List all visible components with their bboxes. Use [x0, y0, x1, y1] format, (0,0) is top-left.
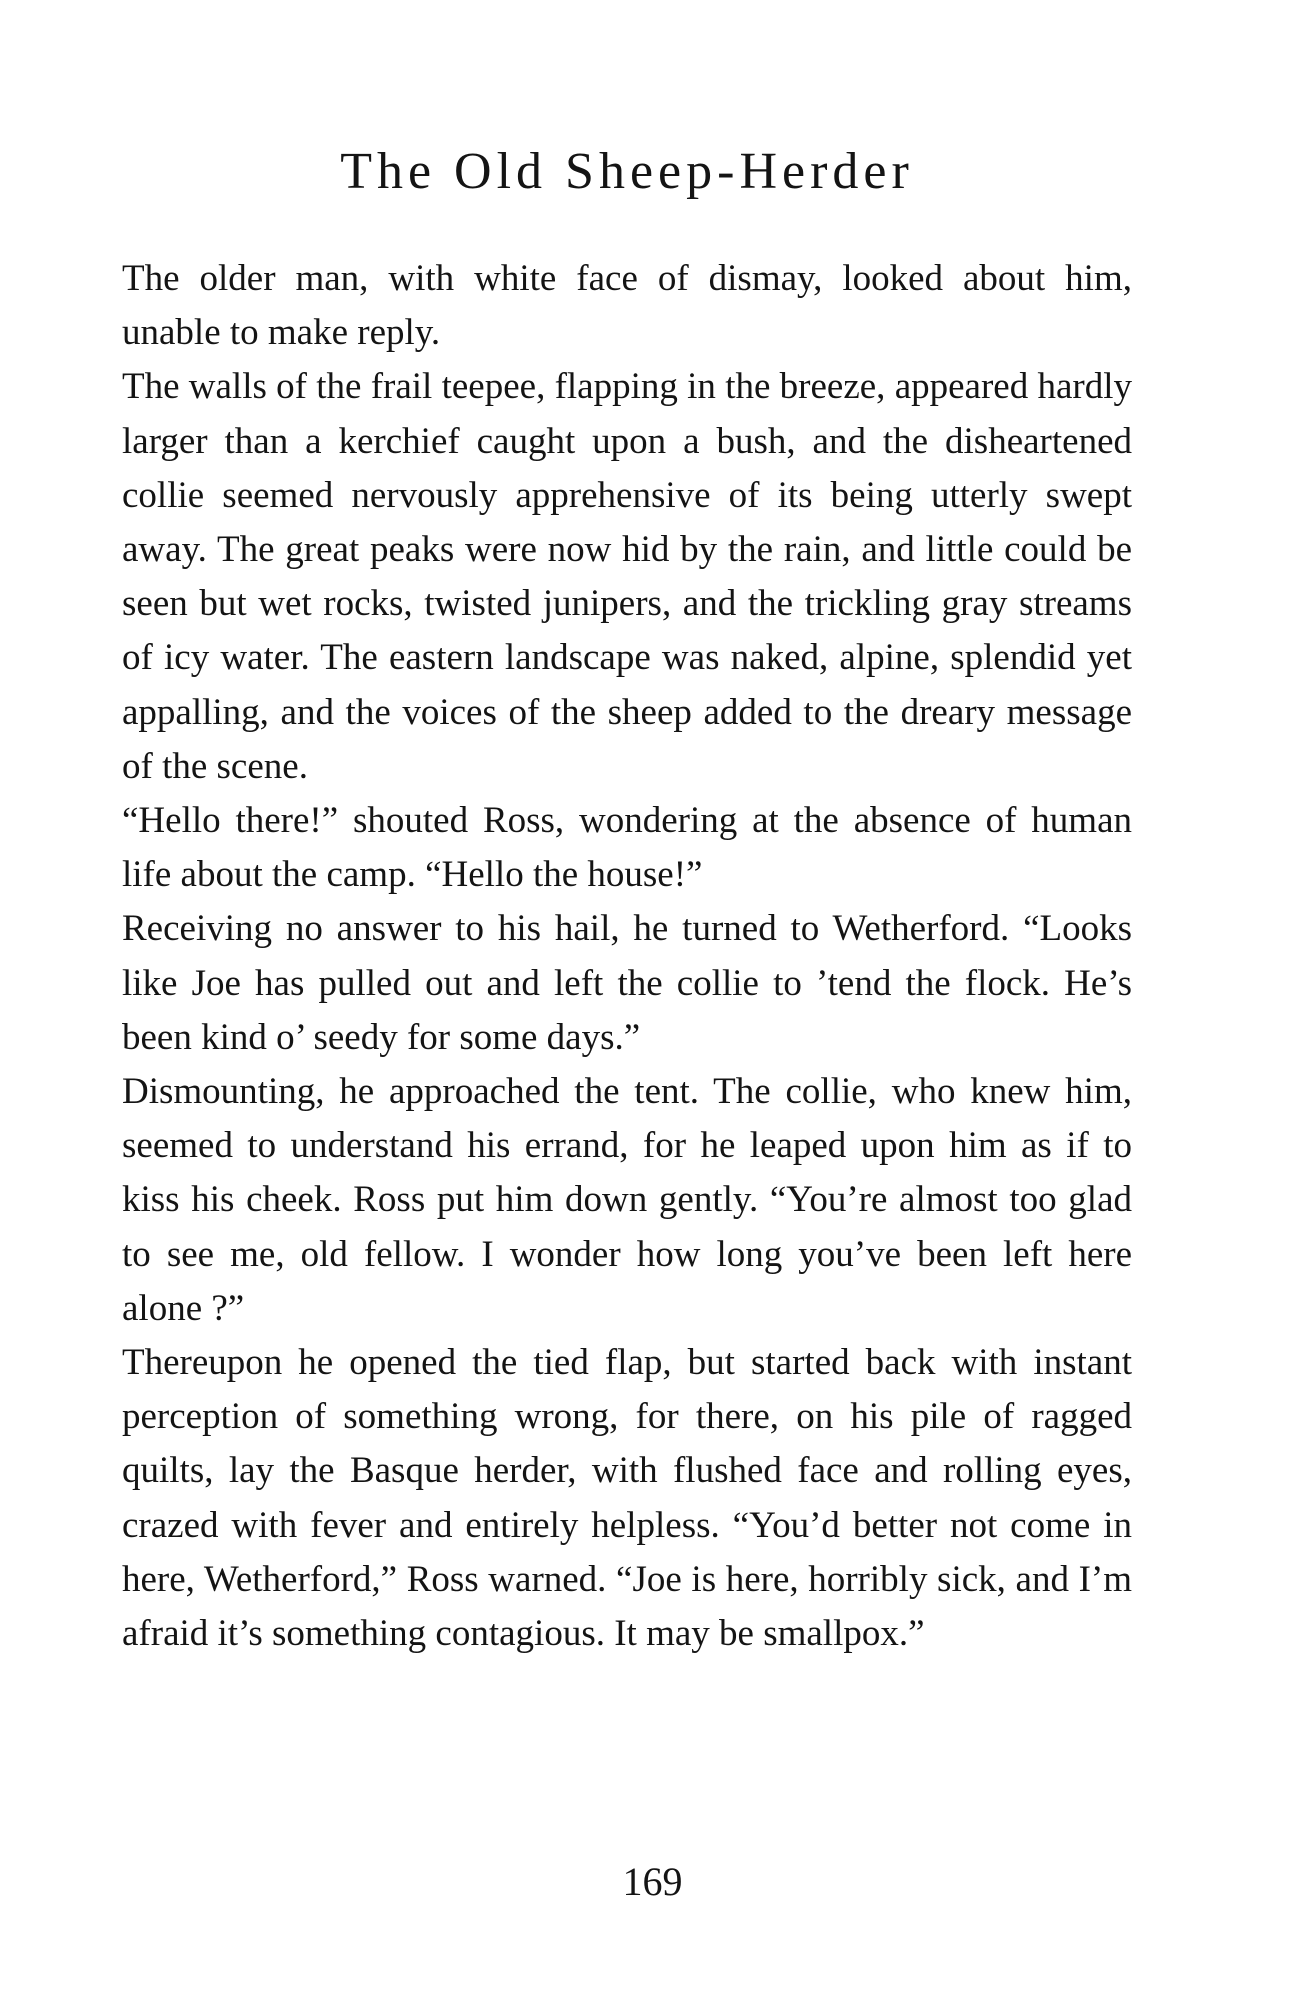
paragraph: Thereupon he opened the tied flap, but started back with instant perception of something wrong, for there, on his pile of ragged quilts, lay the Basque herder, with flushed face and rolling eyes, crazed with fever and entirely helpless. “You’d better not come in here, Wetherford,” Ross warned. “Joe is here, horribly sick, and I’m afraid it’s something contagious. It may be smallpox.” — [122, 1342, 1132, 1655]
paragraph: “Hello there!” shouted Ross, wondering at the absence of human life about the camp. “Hello the house!” — [122, 800, 1132, 896]
paragraph: Dismounting, he approached the tent. The collie, who knew him, seemed to understand his errand, for he leaped upon him as if to kiss his cheek. Ross put him down gently. “You’re almost too glad to see me, old fellow. I wonder how long you’ve been left here alone ?” — [122, 1071, 1132, 1329]
body-text — [122, 252, 1132, 1661]
running-head: The Old Sheep-Herder — [340, 143, 914, 200]
paragraph: Receiving no answer to his hail, he turned to Wetherford. “Looks like Joe has pulled out and left the collie to ’tend the flock. He’s been kind o’ seedy for some days.” — [122, 908, 1132, 1058]
page-number: 169 — [622, 1859, 683, 1904]
paragraph: The older man, with white face of dismay, looked about him, unable to make reply. — [122, 258, 1132, 354]
paragraph: The walls of the frail teepee, flapping in the breeze, appeared hardly larger than a kerchief caught upon a bush, and the disheartened collie seemed nervously apprehensive of its being utterly swept away. The great peaks were now hid by the rain, and little could be seen but wet rocks, twisted junipers, and the trickling gray streams of icy water. The eastern landscape was naked, alpine, splendid yet appalling, and the voices of the sheep added to the dreary message of the scene. — [122, 366, 1132, 787]
